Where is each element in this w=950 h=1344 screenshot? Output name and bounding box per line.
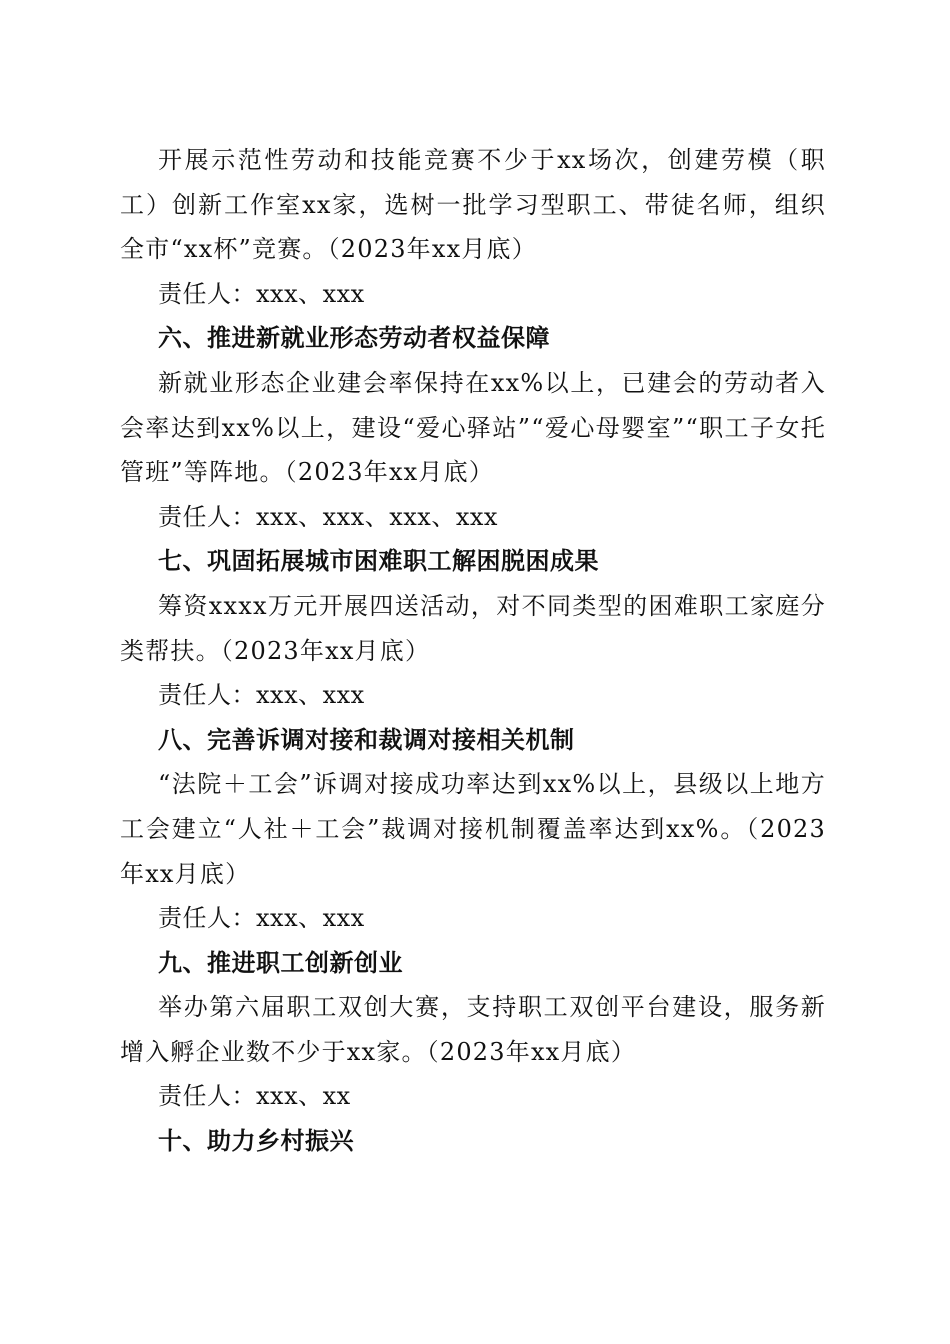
responsible-person-line: 责任人：xxx、xxx [158,681,365,710]
paragraph-innovation: 举办第六届职工双创大赛，支持职工双创平台建设，服务新增入孵企业数不少于xx家。（2023年xx月底） [120,993,826,1066]
paragraph-mediation: “法院＋工会”诉调对接成功率达到xx%以上，县级以上地方工会建立“人社＋工会”裁调对接机制覆盖率达到xx%。（2023年xx月底） [120,770,826,888]
responsible-person-line: 责任人：xxx、xxx [158,279,365,308]
section-heading-10: 十、助力乡村振兴 [158,1127,354,1156]
responsible-person-line: 责任人：xxx、xxx、xxx、xxx [158,502,498,531]
responsible-person-line: 责任人：xxx、xxx [158,904,365,933]
paragraph-new-employment-forms: 新就业形态企业建会率保持在xx%以上，已建会的劳动者入会率达到xx%以上，建设“爱心驿站”“爱心母婴室”“职工子女托管班”等阵地。（2023年xx月底） [120,368,826,487]
document-body [120,138,826,1164]
section-heading-9: 九、推进职工创新创业 [158,948,403,977]
paragraph-poverty-relief: 筹资xxxx万元开展四送活动，对不同类型的困难职工家庭分类帮扶。（2023年xx月底） [120,591,826,665]
responsible-person-line: 责任人：xxx、xx [158,1082,351,1111]
paragraph-competitions: 开展示范性劳动和技能竞赛不少于xx场次，创建劳模（职工）创新工作室xx家，选树一批学习型职工、带徒名师，组织全市“xx杯”竞赛。（2023年xx月底） [120,146,826,264]
section-heading-6: 六、推进新就业形态劳动者权益保障 [158,324,550,353]
section-heading-7: 七、巩固拓展城市困难职工解困脱困成果 [158,547,599,576]
section-heading-8: 八、完善诉调对接和裁调对接相关机制 [158,725,575,754]
